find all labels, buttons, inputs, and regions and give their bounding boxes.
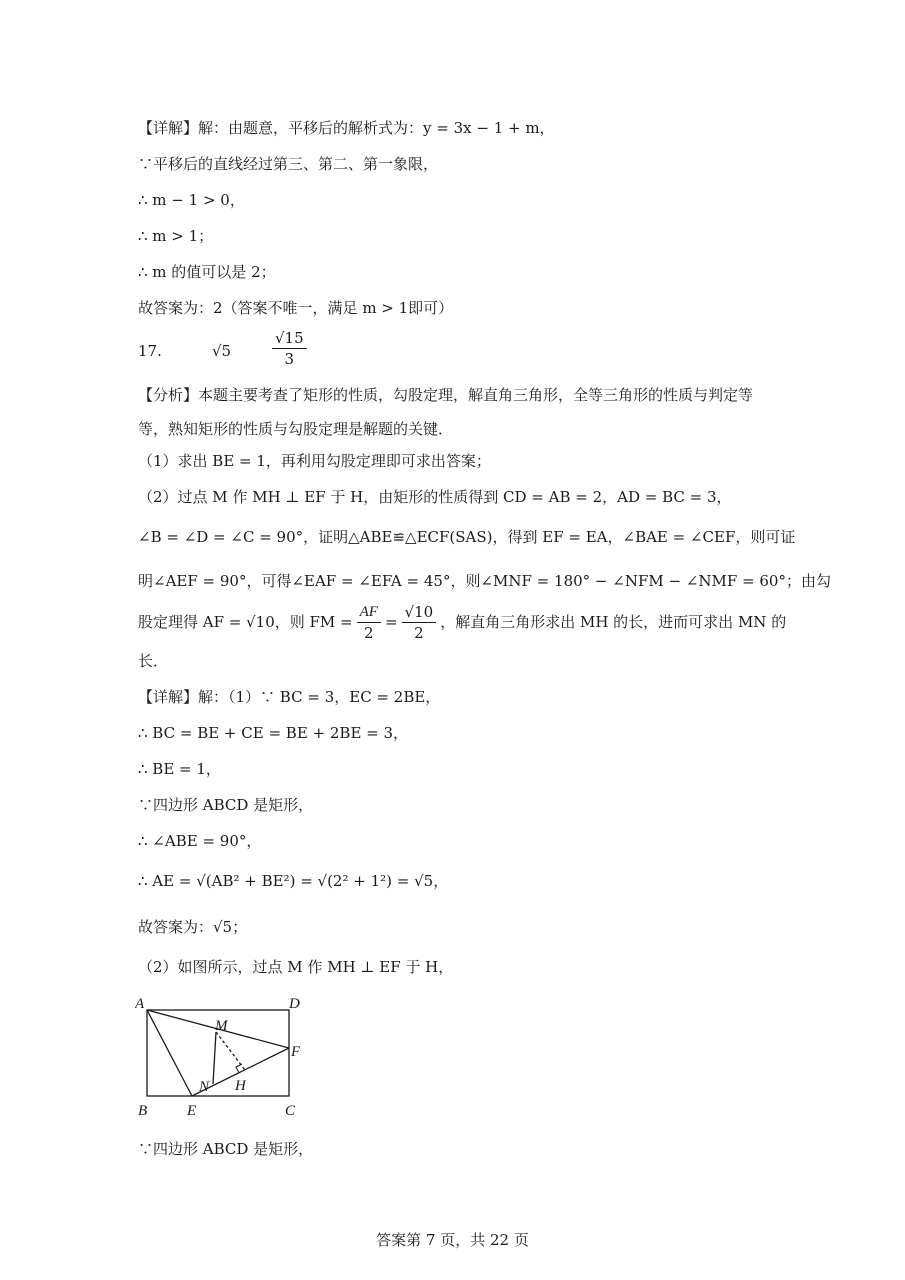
- text-line-answer-17-1: 故答案为：√5；: [138, 918, 248, 936]
- text-line-answer-16: 故答案为：2（答案不唯一，满足 m > 1即可）: [138, 299, 454, 317]
- text-line-congruence: ∠B = ∠D = ∠C = 90°，证明△ABE≌△ECF(SAS)，得到 EF = EA，∠BAE = ∠CEF，则可证: [138, 528, 796, 546]
- label-a: A: [135, 996, 145, 1012]
- label-h: H: [235, 1078, 246, 1094]
- text-line-rectangle-1: ∵四边形 ABCD 是矩形，: [138, 796, 314, 814]
- text-paragraph-analysis: 【分析】本题主要考查了矩形的性质，勾股定理，解直角三角形，全等三角形的性质与判定等等，熟知矩形的性质与勾股定理是解题的关键．: [138, 386, 754, 438]
- segment-mn: [213, 1032, 216, 1084]
- answer-17-numerator: √15: [272, 328, 307, 349]
- text-line-step-1: （1）求出 BE = 1，再利用勾股定理即可求出答案；: [138, 452, 491, 470]
- fraction-af-denominator: 2: [364, 623, 374, 642]
- fraction-af-over-2: [357, 602, 381, 643]
- pythagoras-text-a: 股定理得 AF = √10，则 FM =: [138, 613, 353, 631]
- text-line-rectangle-2: ∵四边形 ABCD 是矩形，: [138, 1140, 314, 1158]
- equals-sign: =: [384, 613, 398, 631]
- label-d: D: [289, 996, 300, 1012]
- text-line-value: ∴ m 的值可以是 2；: [138, 263, 276, 281]
- answer-17-fraction: [272, 328, 307, 369]
- text-line-quadrants: ∵平移后的直线经过第三、第二、第一象限，: [138, 155, 439, 173]
- question-number-17: 17.: [138, 342, 162, 360]
- answer-17-part-2: [268, 328, 311, 369]
- fraction-root10-over-2: [402, 602, 437, 643]
- label-e: E: [187, 1103, 197, 1119]
- geometry-figure: [135, 990, 310, 1120]
- text-line-step-2: （2）过点 M 作 MH ⊥ EF 于 H，由矩形的性质得到 CD = AB = 2，AD = BC = 3，: [138, 488, 732, 506]
- label-m: M: [215, 1018, 228, 1034]
- text-line-be: ∴ BE = 1，: [138, 760, 221, 778]
- text-line-length: 长．: [138, 652, 169, 670]
- text-line-detail-2: 【详解】解：（1）∵ BC = 3，EC = 2BE，: [138, 688, 441, 706]
- text-line-inequality-2: ∴ m > 1；: [138, 227, 214, 245]
- label-b: B: [138, 1103, 148, 1119]
- answer-17-part-1: √5: [212, 342, 232, 360]
- text-line-angles: 明∠AEF = 90°，可得∠EAF = ∠EFA = 45°，则∠MNF = 180° − ∠NFM − ∠NMF = 60°；由勾: [138, 572, 831, 590]
- answer-17-denominator: 3: [284, 350, 295, 368]
- label-c: C: [285, 1103, 296, 1119]
- segment-ae: [147, 1010, 192, 1096]
- text-line-step-2-detail: （2）如图所示，过点 M 作 MH ⊥ EF 于 H，: [138, 958, 454, 976]
- fraction-root10-denominator: 2: [414, 623, 424, 642]
- text-line-angle-abe: ∴ ∠ABE = 90°，: [138, 832, 262, 850]
- fraction-root10-numerator: √10: [402, 602, 437, 623]
- fraction-af-numerator: AF: [357, 602, 381, 623]
- label-n: N: [199, 1079, 210, 1095]
- page-footer: 答案第 7 页，共 22 页: [376, 1231, 529, 1249]
- text-line-pythagoras: [138, 600, 786, 644]
- rectangle-diagram: [135, 990, 310, 1120]
- text-line-ae: ∴ AE = √(AB² + BE²) = √(2² + 1²) = √5，: [138, 872, 449, 890]
- pythagoras-text-b: ，解直角三角形求出 MH 的长，进而可求出 MN 的: [440, 613, 787, 631]
- text-line-detail-1: 【详解】解：由题意，平移后的解析式为：y = 3x − 1 + m，: [138, 119, 555, 137]
- label-f: F: [291, 1044, 301, 1060]
- text-line-inequality-1: ∴ m − 1 > 0，: [138, 191, 245, 209]
- text-line-bc-sum: ∴ BC = BE + CE = BE + 2BE = 3，: [138, 724, 409, 742]
